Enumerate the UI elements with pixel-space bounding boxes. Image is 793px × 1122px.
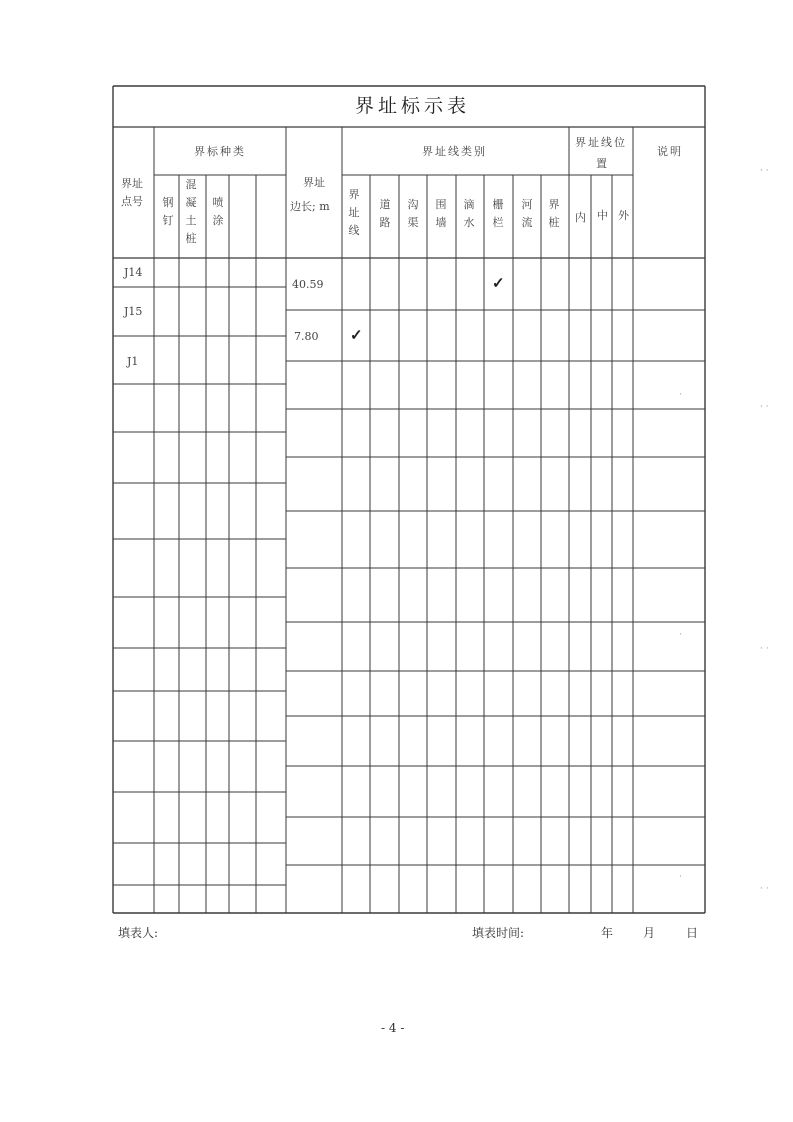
note-header: 说明 [657,145,683,158]
scan-speck: · · [760,884,769,894]
position-inside: 内 [575,211,586,224]
line-type-eaves-drip: 滴水 [463,198,475,229]
line-type-group-header: 界址线类别 [422,145,487,158]
point-label-j1: J1 [127,355,139,368]
fill-time-label: 填表时间: [472,926,525,940]
line-type-river: 河流 [521,198,533,229]
position-group-header-line2: 置 [596,157,609,170]
scan-speck: · · [760,402,769,412]
edge-length-header-line2: 边长; m [290,200,330,213]
scan-speck: · · [760,166,769,176]
day-label: 日 [686,926,699,940]
year-label: 年 [601,926,614,940]
position-outside: 外 [618,209,629,222]
line-type-ditch: 沟渠 [407,198,419,229]
line-type-wall: 围墙 [435,198,447,229]
month-label: 月 [643,926,656,940]
scan-speck: · [679,872,682,882]
filler-label: 填表人: [118,926,159,940]
position-group-header-line1: 界址线位 [575,136,627,149]
mark-type-group-header: 界标种类 [194,145,246,158]
scan-speck: · · [760,644,769,654]
edge-length-j15-j1: 7.80 [294,330,319,343]
edge-length-j14-j15: 40.59 [292,278,324,291]
mark-type-steel-nail: 钢钉 [162,196,174,227]
point-label-header: 界址点号 [121,177,143,208]
point-label-j14: J14 [124,266,143,279]
line-type-boundary-pile: 界桩 [548,198,560,229]
line-type-fence: 栅栏 [492,198,504,229]
mark-type-spray-paint: 喷涂 [212,196,224,227]
line-type-road: 道路 [379,198,391,229]
edge-length-header-line1: 界址 [303,176,325,189]
line-type-boundary-line: 界址线 [348,188,360,237]
point-label-j15: J15 [124,305,143,318]
mark-type-concrete-pile: 混凝土桩 [185,178,197,245]
scan-speck: · [679,390,682,400]
table-title: 界址标示表 [355,95,471,117]
page-number: - 4 - [381,1021,405,1035]
scan-speck: · [679,630,682,640]
position-middle: 中 [597,209,608,222]
check-boundary-line-j15-j1: ✓ [350,326,363,344]
check-fence-j14-j15: ✓ [492,274,505,292]
